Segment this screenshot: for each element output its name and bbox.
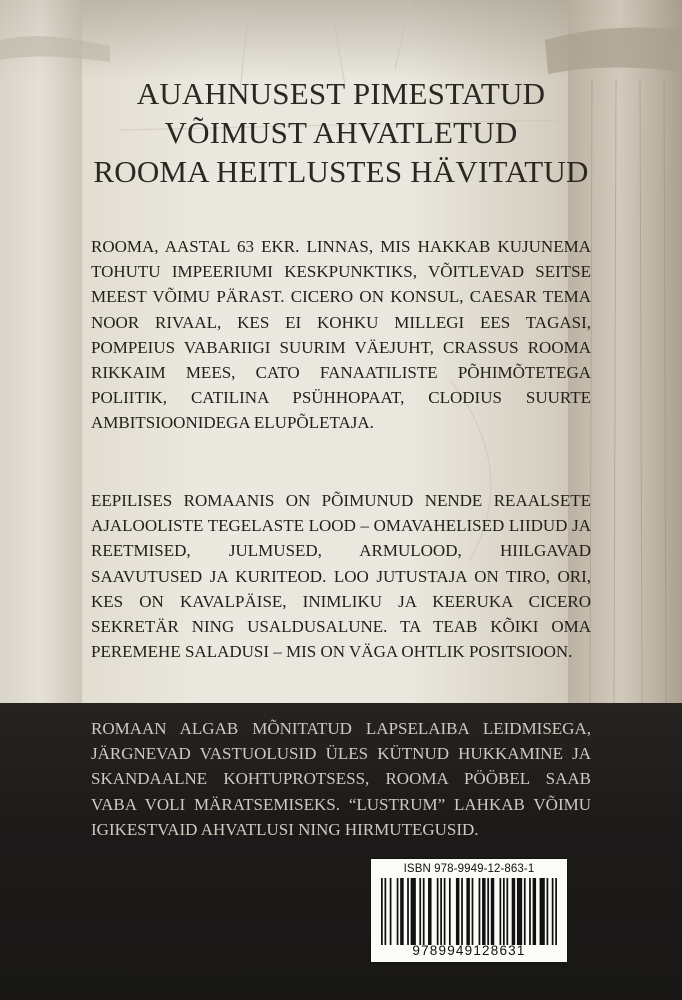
barcode-bar: [533, 878, 536, 945]
headline-line-2: VÕIMUST AHVATLETUD: [164, 115, 518, 150]
barcode-bar: [524, 878, 526, 945]
barcode-bar: [381, 878, 383, 945]
barcode-bar: [411, 878, 416, 945]
headline-line-1: AUAHNUSEST PIMESTATUD: [136, 76, 546, 111]
barcode-bar: [461, 878, 463, 945]
barcode-bar: [466, 878, 469, 945]
blurb-paragraph-3: ROMAAN ALGAB MÕNITATUD LAPSELAIBA LEIDMISEGA, JÄRGNEVAD VASTUOLUSID ÜLES KÜTNUD HUKKAMINE JA SKANDAALNE KOHTUPROTSESS, ROOMA PÖÖBEL SAAB VABA VOLI MÄRATSEMISEKS. “LUSTRUM” LAHKAB VÕIMU IGIKESTVAID AHVATLUSI NING HIRMUTEGUSID.: [91, 719, 591, 839]
barcode-bar: [423, 878, 425, 945]
barcode-bar: [440, 878, 442, 945]
barcode-bar: [472, 878, 474, 945]
barcode-bar: [437, 878, 439, 945]
headline-line-3: ROOMA HEITLUSTES HÄVITATUD: [93, 154, 589, 189]
blurb-paragraph-1: ROOMA, AASTAL 63 EKR. LINNAS, MIS HAKKAB KUJUNEMA TOHUTU IMPEERIUMI KESKPUNKTIKS, VÕITLEVAD SEITSE MEEST VÕIMU PÄRAST. CICERO ON KONSUL, CAESAR TEMA NOOR RIVAAL, KES EI KOHKU MILLEGI EES TAGASI, POMPEIUS VABARIIGI SUURIM VÄEJUHT, CRASSUS ROOMA RIKKAIM MEES, CATO FANAATILISTE PÕHIMÕTETEGA POLIITIK, CATILINA PSÜHHOPAAT, CLODIUS SUURTE AMBITSIOONIDEGA ELUPÕLETAJA.: [91, 237, 591, 433]
barcode-bar: [491, 878, 494, 945]
barcode-bar: [517, 878, 522, 945]
barcode-bar: [540, 878, 545, 945]
cover-headline: [0, 74, 682, 191]
barcode-bar: [397, 878, 399, 945]
barcode-bar: [547, 878, 549, 945]
barcode-bar: [428, 878, 431, 945]
barcode-bar: [529, 878, 531, 945]
barcode-bar: [456, 878, 459, 945]
barcode-bar: [479, 878, 481, 945]
barcode-bars: [381, 878, 557, 945]
blurb-paragraph-2: EEPILISES ROMAANIS ON PÕIMUNUD NENDE REAALSETE AJALOOLISTE TEGELASTE LOOD – OMAVAHELISED LIIDUD JA REETMISED, JULMUSED, ARMULOOD, HIILGAVAD SAAVUTUSED JA KURITEOD. LOO JUTUSTAJA ON TIRO, ORI, KES ON KAVALPÄISE, INIMLIKU JA KEERUKA CICERO SEKRETÄR NING USALDUSALUNE. TA TEAB KÕIKI OMA PEREMEHE SALADUSI – MIS ON VÄGA OHTLIK POSITSIOON.: [91, 491, 591, 662]
barcode-bar: [482, 878, 485, 945]
barcode-bar: [487, 878, 489, 945]
barcode-bar: [552, 878, 554, 945]
barcode-digits: 9789949128631: [412, 943, 526, 958]
barcode-bar: [400, 878, 403, 945]
barcode-bar: [555, 878, 557, 945]
barcode-bar: [390, 878, 392, 945]
barcode-bar: [506, 878, 508, 945]
isbn-number-text: ISBN 978-9949-12-863-1: [403, 863, 535, 875]
barcode-bar: [500, 878, 502, 945]
barcode-bar: [384, 878, 386, 945]
barcode-bar: [419, 878, 421, 945]
barcode-bar: [444, 878, 446, 945]
barcode-bar: [407, 878, 409, 945]
barcode-bar: [512, 878, 515, 945]
barcode-bar: [449, 878, 451, 945]
barcode-bar: [503, 878, 505, 945]
barcode-label: [370, 858, 568, 963]
